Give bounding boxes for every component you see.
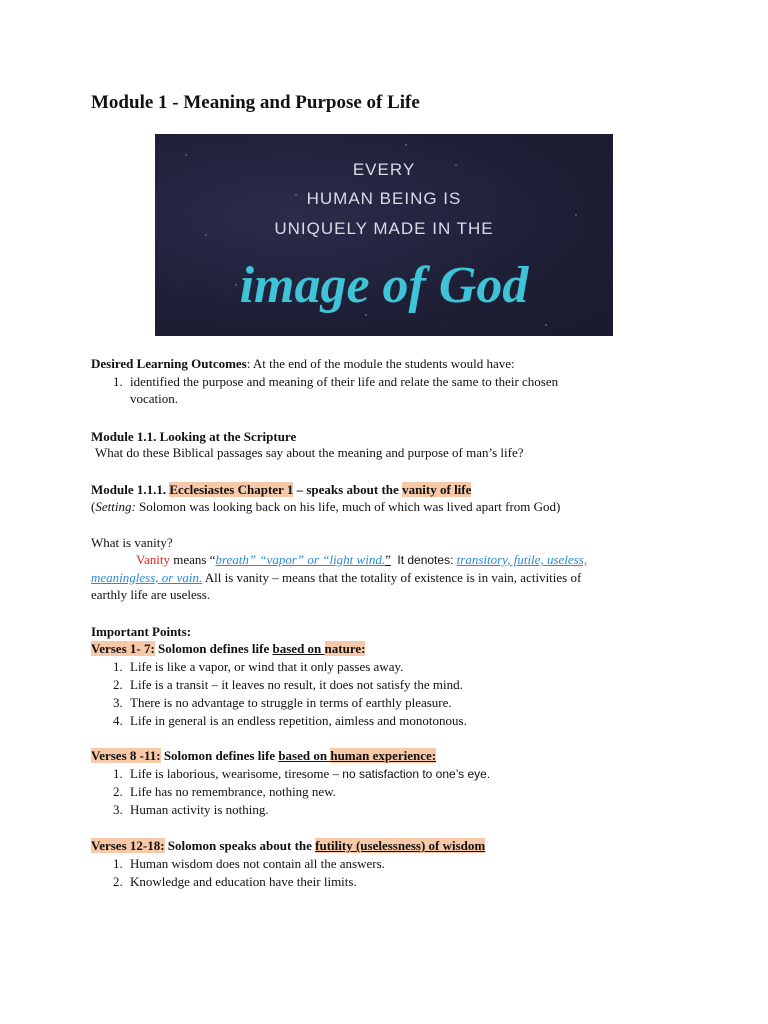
module-1-1-question: What do these Biblical passages say about the meaning and purpose of man’s life?: [95, 445, 524, 460]
outcome-item: 1. identified the purpose and meaning of their life and relate the same to their chosen: [113, 374, 559, 389]
chapter-highlight: Ecclesiastes Chapter 1: [169, 482, 294, 497]
image-of-god-banner: [155, 134, 613, 336]
setting-note: (Setting: Solomon was looking back on his life, much of which was lived apart from God): [91, 499, 561, 514]
vanity-definition-cont: meaningless, or vain. All is vanity – means that the totality of existence is in vain, activities of: [91, 570, 582, 585]
vanity-definition: Vanity means “breath” “vapor” or “light wind.” It denotes: transitory, futile, useless,: [136, 552, 588, 567]
list-item: 2. Life is a transit – it leaves no result, it does not satisfy the mind.: [113, 677, 463, 692]
list-item: 1. Life is like a vapor, or wind that it only passes away.: [113, 659, 404, 674]
vanity-question: What is vanity?: [91, 535, 173, 550]
list-item: 1. Human wisdom does not contain all the answers.: [113, 856, 385, 871]
list-item: 2. Life has no remembrance, nothing new.: [113, 784, 337, 799]
outcome-item-cont: vocation.: [130, 391, 179, 406]
list-item: 1. Life is laborious, wearisome, tiresome – no satisfaction to one’s eye.: [113, 766, 491, 781]
section-verses-8-11: Verses 8 -11: Solomon defines life based on human experience:: [91, 748, 437, 763]
module-1-1-1-heading: Module 1.1.1. Ecclesiastes Chapter 1 – speaks about the vanity of life: [91, 482, 472, 497]
banner-line-1: EVERY: [352, 160, 416, 179]
module-1-1-heading: Module 1.1. Looking at the Scripture: [91, 429, 297, 444]
list-item: 4. Life in general is an endless repetition, aimless and monotonous.: [113, 713, 467, 728]
banner-line-2: HUMAN BEING IS: [306, 189, 462, 208]
list-item: 3. There is no advantage to struggle in terms of earthly pleasure.: [113, 695, 452, 710]
list-item: 3. Human activity is nothing.: [113, 802, 269, 817]
section-verses-1-7: Verses 1- 7: Solomon defines life based on nature:: [91, 641, 366, 656]
svg-text:image of God: image of God: [239, 257, 529, 314]
vanity-highlight: vanity of life: [402, 482, 472, 497]
vanity-definition-end: earthly life are useless.: [91, 587, 211, 602]
outcomes-intro: [91, 355, 515, 372]
list-item: 2. Knowledge and education have their limits.: [113, 874, 357, 889]
outcomes-text: : At the end of the module the students would have:: [246, 356, 515, 371]
important-points-heading: Important Points:: [91, 624, 192, 639]
section-verses-12-18: Verses 12-18: Solomon speaks about the futility (uselessness) of wisdom: [91, 838, 486, 853]
page-title: Module 1 - Meaning and Purpose of Life: [91, 92, 420, 113]
banner-line-3: UNIQUELY MADE IN THE: [274, 219, 494, 238]
banner-script-text: [155, 244, 613, 324]
outcomes-label: Desired Learning Outcomes: [91, 356, 247, 371]
